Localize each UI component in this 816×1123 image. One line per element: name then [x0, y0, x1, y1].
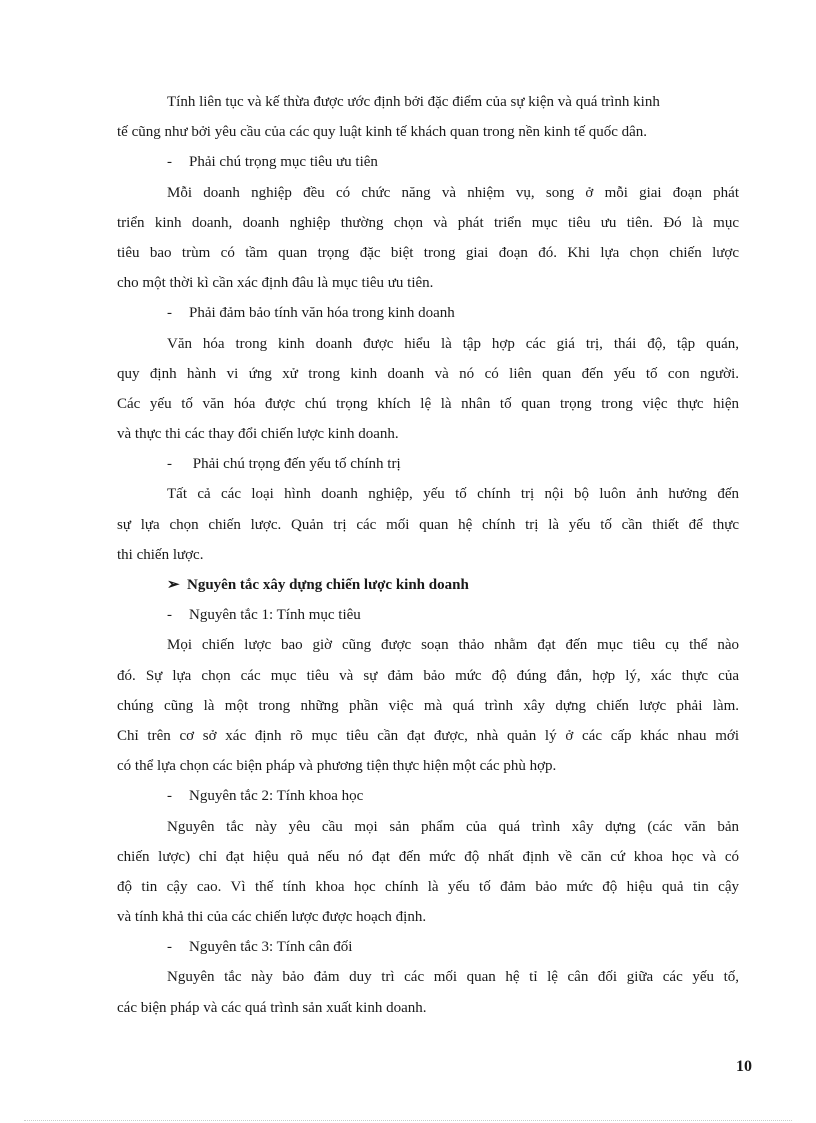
paragraph-line: tiêu bao trùm có tầm quan trọng đặc biệt trong giai đoạn đó. Khi lựa chọn chiến lược	[117, 244, 739, 261]
paragraph-line: chúng cũng là một trong những phần việc mà quá trình xây dựng chiến lược phải làm.	[117, 697, 739, 714]
paragraph-line: đó. Sự lựa chọn các mục tiêu và sự đảm bảo mức độ đúng đắn, hợp lý, xác thực của	[117, 667, 739, 684]
paragraph-line: Mọi chiến lược bao giờ cũng được soạn thảo nhằm đạt đến mục tiêu cụ thể nào	[167, 637, 739, 654]
dash-marker: -	[167, 305, 172, 322]
paragraph-line: tế cũng như bởi yêu cầu của các quy luật kinh tế khách quan trong nền kinh tế quốc dân.	[117, 124, 648, 141]
paragraph-line: triển kinh doanh, doanh nghiệp thường chọn và phát triển mục tiêu ưu tiên. Đó là mục	[117, 214, 739, 231]
paragraph-line: chiến lược) chỉ đạt hiệu quả nếu nó đạt đến mức độ nhất định về căn cứ khoa học và có	[117, 848, 739, 865]
arrow-bullet-icon: ➢	[167, 577, 180, 593]
dash-marker: -	[167, 154, 172, 171]
paragraph-line: cho một thời kì cần xác định đâu là mục tiêu ưu tiên.	[117, 275, 434, 292]
dash-marker: -	[167, 607, 172, 624]
section-heading	[117, 570, 739, 600]
bullet-text: Phải chú trọng mục tiêu ưu tiên	[189, 154, 378, 171]
bullet-item	[117, 600, 739, 630]
paragraph-line: Tính liên tục và kế thừa được ước định bởi đặc điểm của sự kiện và quá trình kinh	[167, 94, 660, 110]
paragraph-line: có thể lựa chọn các biện pháp và phương tiện thực hiện một các phù hợp.	[117, 758, 557, 775]
paragraph-line: và tính khả thi của các chiến lược được hoạch định.	[117, 909, 427, 926]
paragraph-line: thi chiến lược.	[117, 546, 204, 563]
bullet-item	[117, 147, 739, 177]
bullet-item	[117, 298, 739, 328]
bullet-text: Nguyên tắc 1: Tính mục tiêu	[189, 607, 361, 624]
dash-marker: -	[167, 939, 172, 956]
bullet-item	[117, 781, 739, 811]
paragraph-line: quy định hành vi ứng xử trong kinh doanh và nó có liên quan đến yếu tố con người.	[117, 365, 739, 382]
paragraph-line: Tất cả các loại hình doanh nghiệp, yếu tố chính trị nội bộ luôn ảnh hưởng đến	[167, 486, 739, 503]
paragraph-line: Mỗi doanh nghiệp đều có chức năng và nhiệm vụ, song ở mỗi giai đoạn phát	[167, 184, 739, 201]
heading-text: Nguyên tắc xây dựng chiến lược kinh doanh	[187, 577, 469, 593]
page-number: 10	[736, 1058, 752, 1075]
paragraph-line: và thực thi các thay đổi chiến lược kinh doanh.	[117, 426, 399, 443]
paragraph-line: độ tin cậy cao. Vì thế tính khoa học chính là yếu tố đảm bảo mức độ hiệu quả tin cậy	[117, 878, 739, 895]
paragraph-line: Chỉ trên cơ sở xác định rõ mục tiêu cần đạt được, nhà quản lý ở các cấp khác nhau mới	[117, 727, 739, 744]
paragraph-line: Nguyên tắc này yêu cầu mọi sản phẩm của quá trình xây dựng (các văn bản	[167, 818, 739, 835]
dash-marker: -	[167, 788, 172, 805]
bullet-text: Nguyên tắc 3: Tính cân đối	[189, 939, 353, 956]
paragraph-line: Nguyên tắc này bảo đảm duy trì các mối quan hệ tỉ lệ cân đối giữa các yếu tố,	[167, 969, 739, 986]
paragraph-line: Các yếu tố văn hóa được chú trọng khích lệ là nhân tố quan trọng trong việc thực hiện	[117, 395, 739, 412]
paragraph-line: sự lựa chọn chiến lược. Quản trị các mối quan hệ chính trị là yếu tố cần thiết để thực	[117, 516, 739, 533]
dash-marker: -	[167, 456, 172, 473]
bullet-text: Phải đảm bảo tính văn hóa trong kinh doanh	[189, 305, 455, 322]
bullet-text: Phải chú trọng đến yếu tố chính trị	[189, 456, 401, 473]
bullet-item	[117, 449, 739, 479]
footer-divider	[24, 1120, 792, 1121]
bullet-text: Nguyên tắc 2: Tính khoa học	[189, 788, 364, 805]
document-page	[117, 87, 739, 1023]
bullet-item	[117, 932, 739, 962]
paragraph-line: các biện pháp và các quá trình sản xuất kinh doanh.	[117, 999, 427, 1016]
paragraph-line: Văn hóa trong kinh doanh được hiểu là tập hợp các giá trị, thái độ, tập quán,	[167, 335, 739, 352]
